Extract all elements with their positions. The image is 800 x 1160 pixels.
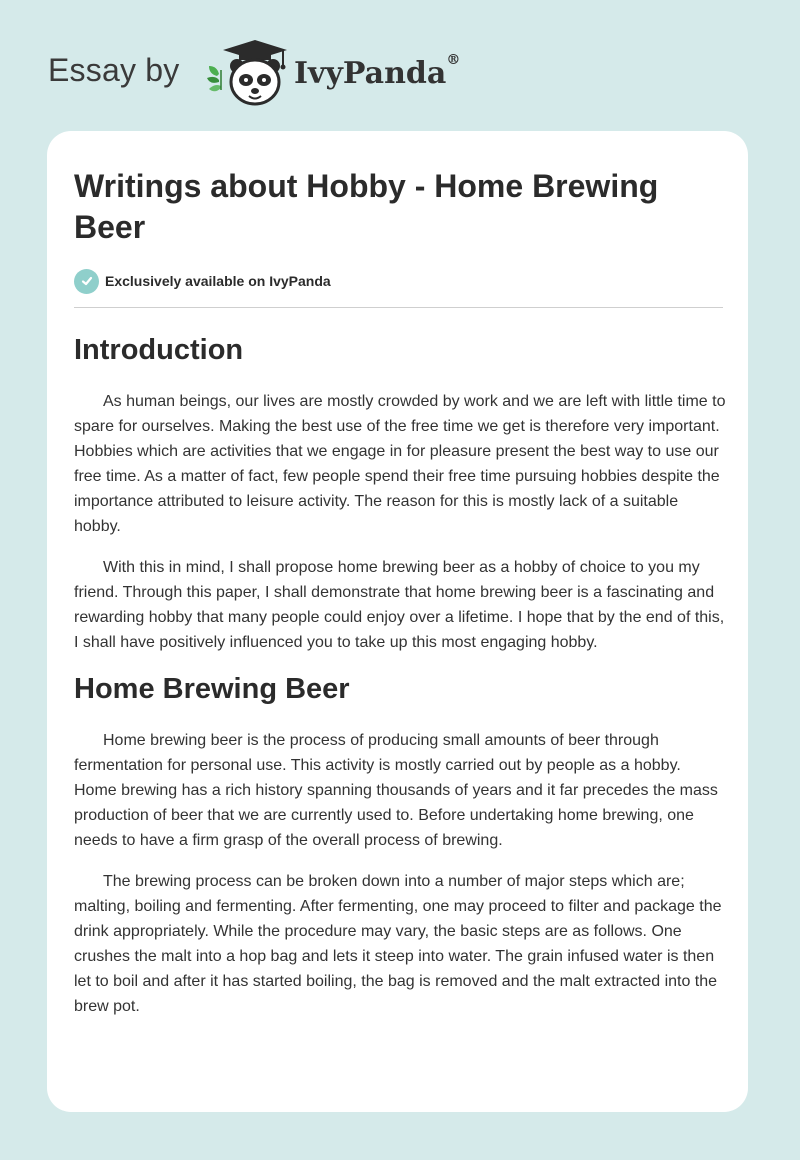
divider bbox=[74, 307, 723, 308]
paragraph: The brewing process can be broken down into a number of major steps which are; malting, boiling and fermenting. After fermenting, one may proceed to filter and package the drink appropriately. While the procedure may vary, the basic steps are as follows. One crushes the malt into a hop bag and lets it steep into water. The grain infused water is then let to boil and after it has started boiling, the bag is removed and the malt extracted into the brew pot. bbox=[74, 873, 722, 1015]
brand-prefix: Essay by bbox=[48, 52, 180, 88]
brand-name[interactable]: IvyPanda® bbox=[294, 52, 461, 91]
registered-mark: ® bbox=[446, 52, 461, 68]
section-heading: Introduction bbox=[74, 334, 244, 366]
panda-logo-icon[interactable] bbox=[203, 36, 303, 108]
essay-title: Writings about Hobby - Home Brewing Beer bbox=[74, 168, 659, 245]
paragraph: Home brewing beer is the process of producing small amounts of beer through fermentation for personal use. This activity is mostly carried out by people as a hobby. Home brewing has a rich history spanning thousands of years and it far precedes the mass production of beer that we are currently used to. Before undertaking home brewing, one needs to have a firm grasp of the overall process of brewing. bbox=[74, 732, 718, 849]
exclusive-label: Exclusively available on IvyPanda bbox=[105, 273, 331, 289]
essay-card bbox=[47, 131, 748, 1112]
site-header bbox=[48, 36, 468, 108]
section-heading: Home Brewing Beer bbox=[74, 673, 350, 705]
check-icon bbox=[74, 269, 99, 294]
paragraph: As human beings, our lives are mostly crowded by work and we are left with little time to spare for ourselves. Making the best use of the free time we get is therefore very important. Hobbies which are activities that we engage in for pleasure present the best way to use our free time. As a matter of fact, few people spend their free time pursuing hobbies despite the importance attributed to leisure activity. The reason for this is mostly lack of a suitable hobby. bbox=[74, 393, 726, 535]
exclusive-badge bbox=[74, 268, 721, 294]
paragraph: With this in mind, I shall propose home brewing beer as a hobby of choice to you my friend. Through this paper, I shall demonstrate that home brewing beer is a fascinating and rewarding hobby that many people could enjoy over a lifetime. I hope that by the end of this, I shall have positively influenced you to take up this most engaging hobby. bbox=[74, 559, 725, 651]
